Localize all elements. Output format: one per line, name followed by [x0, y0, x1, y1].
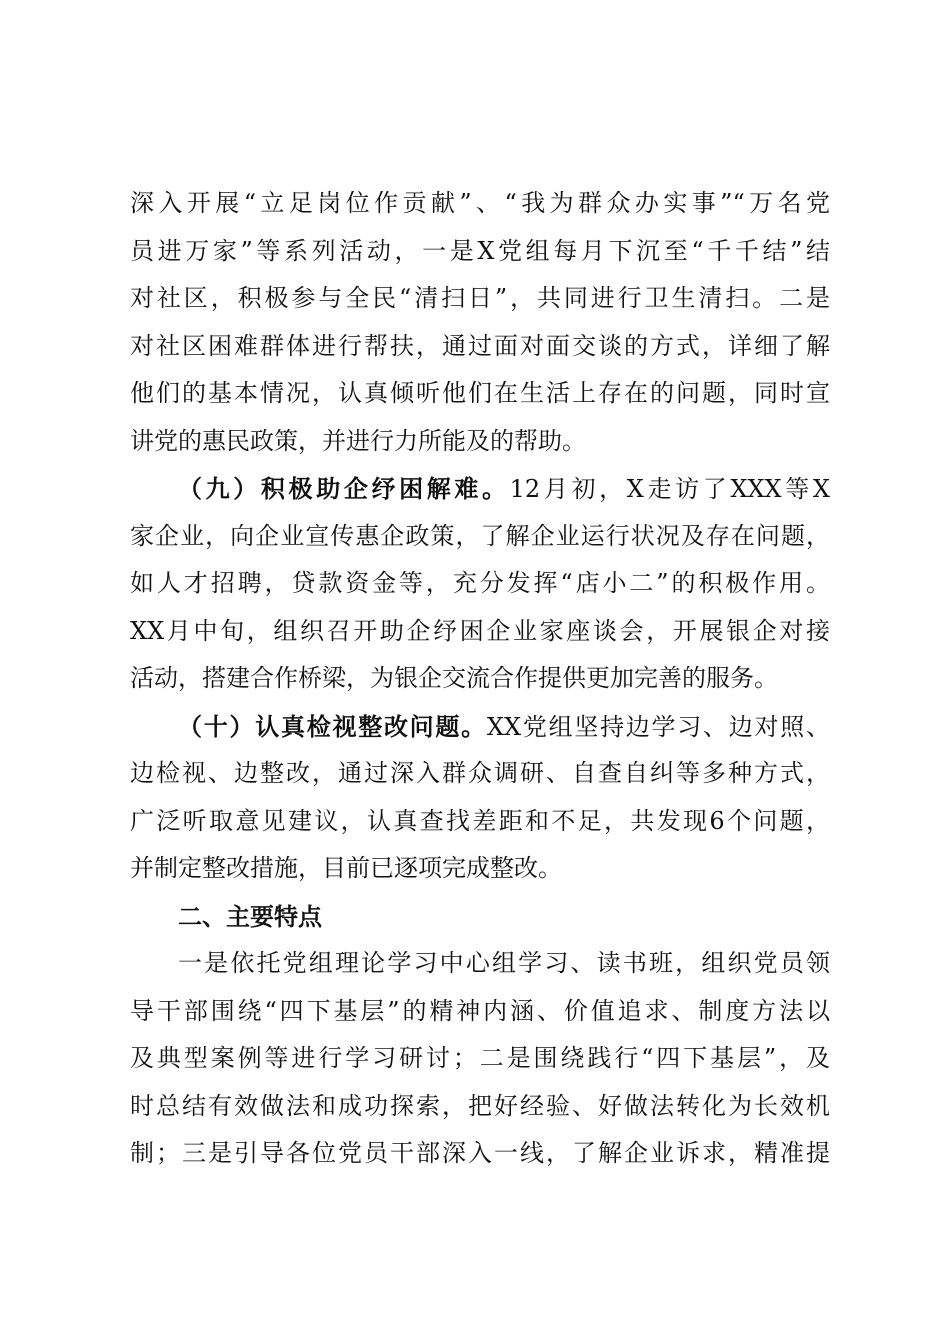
paragraph-rectification [130, 703, 830, 893]
text-line: 讲党的惠民政策，并进行力所能及的帮助。 [130, 426, 586, 455]
paragraph-enterprise-support [130, 465, 830, 703]
text-line: 制；三是引导各位党员干部深入一线，了解企业诉求，精准提 [130, 1139, 830, 1167]
paragraph-activities [130, 180, 830, 465]
text-line: 时总结有效做法和成功探索，把好经验、好做法转化为长效机 [130, 1091, 830, 1120]
text-line: 广泛听取意见建议，认真查找差距和不足，共发现6个问题， [130, 806, 830, 835]
text-line: 他们的基本情况，认真倾听他们在生活上存在的问题，同时宣 [130, 379, 830, 407]
text-run: XX党组坚持边学习、边对照、 [486, 712, 831, 741]
text-line: 员进万家”等系列活动，一是X党组每月下沉至“千千结”结 [130, 236, 830, 265]
paragraph-features [130, 940, 830, 1178]
text-line: 深入开展“立足岗位作贡献”、“我为群众办实事”“万名党 [130, 189, 830, 217]
paragraph-heading: （十）认真检视整改问题。 [178, 711, 487, 741]
text-line: XX月中旬，组织召开助企纾困企业家座谈会，开展银企对接 [130, 616, 830, 645]
text-line: 一是依托党组理论学习中心组学习、读书班，组织党员领 [178, 949, 830, 977]
text-line: 对社区，积极参与全民“清扫日”，共同进行卫生清扫。二是 [130, 284, 830, 312]
text-line: 如人才招聘，贷款资金等，充分发挥“店小二”的积极作用。 [130, 569, 830, 597]
text-line [130, 703, 830, 751]
section-heading: 二、主要特点 [178, 901, 322, 931]
text-line: 边检视、边整改，通过深入群众调研、自查自纠等多种方式， [130, 759, 830, 787]
text-line: 并制定整改措施，目前已逐项完成整改。 [130, 854, 562, 882]
text-line: 导干部围绕“四下基层”的精神内涵、价值追求、制度方法以 [130, 996, 830, 1025]
text-line: 家企业，向企业宣传惠企政策，了解企业运行状况及存在问题， [130, 521, 830, 550]
text-run: 12月初，X走访了XXX等X [509, 475, 831, 503]
paragraph-heading: （九）积极助企纾困解难。 [178, 474, 510, 503]
text-line [130, 465, 830, 513]
document-body [130, 180, 830, 1178]
text-line: 对社区困难群体进行帮扶，通过面对面交谈的方式，详细了解 [130, 331, 830, 360]
text-line: 及典型案例等进行学习研讨；二是围绕践行“四下基层”，及 [130, 1044, 830, 1072]
text-line: 活动，搭建合作桥梁，为银企交流合作提供更加完善的服务。 [130, 664, 778, 692]
